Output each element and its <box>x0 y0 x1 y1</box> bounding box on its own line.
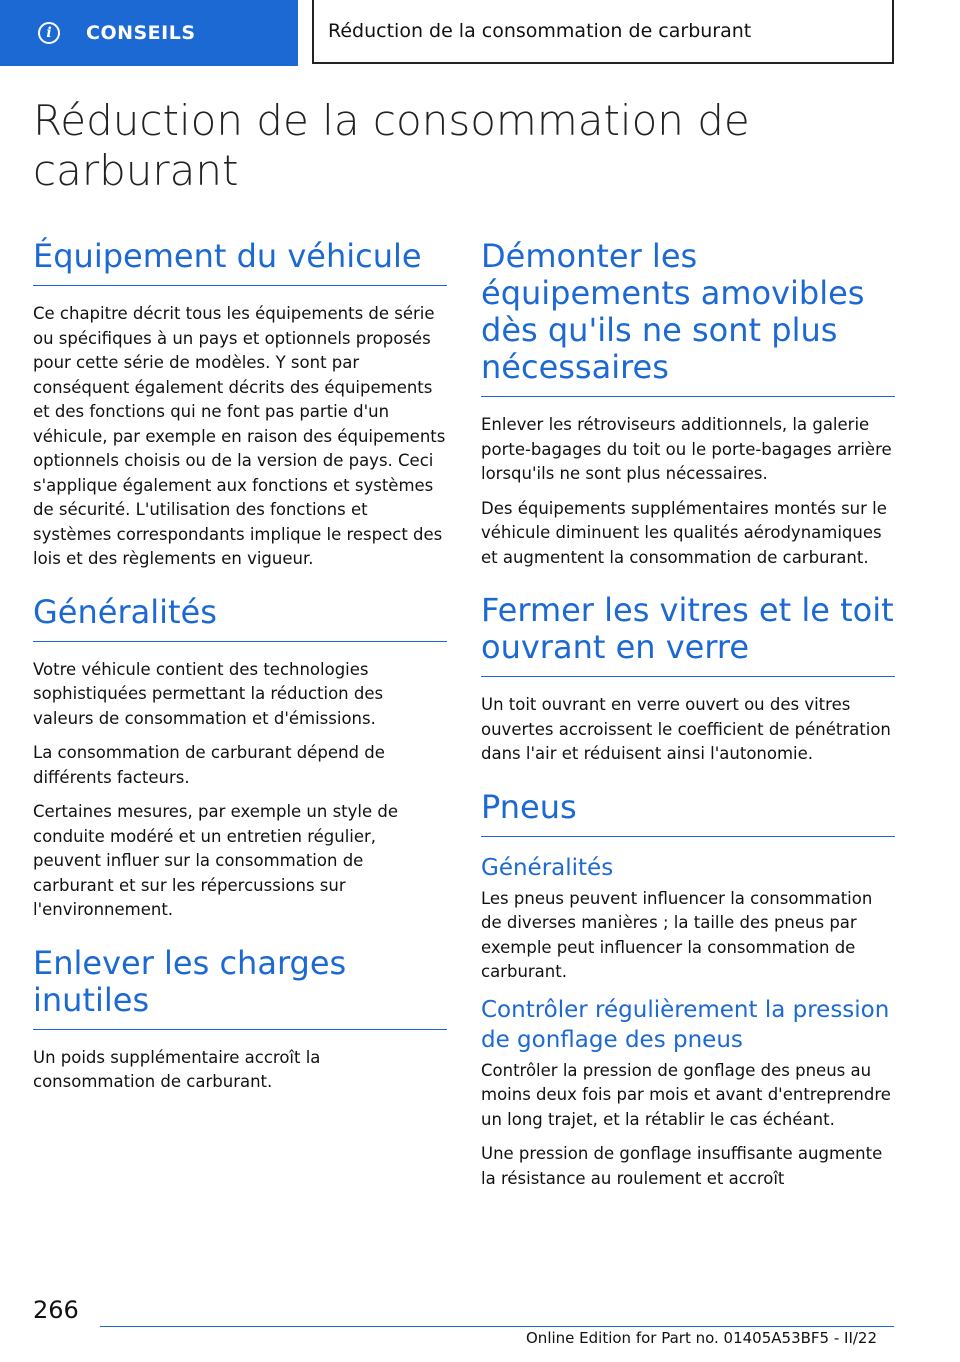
section-tab[interactable] <box>0 0 298 66</box>
info-icon: i <box>38 22 60 44</box>
page-header <box>0 0 960 66</box>
left-column <box>33 238 447 1117</box>
paragraph: Votre véhicule contient des technologies sophistiquées permettant la réduction des valeurs de consommation et d'émissions. <box>33 659 384 728</box>
paragraph: Enlever les rétroviseurs additionnels, la galerie porte-bagages du toit ou le porte-bagages arrière lorsqu'ils ne sont plus nécessaires. <box>481 415 892 483</box>
edition-note: Online Edition for Part no. 01405A53BF5 - II/22 <box>526 1329 878 1347</box>
right-column <box>481 238 895 1213</box>
paragraph: Ce chapitre décrit tous les équipements de série ou spécifiques à un pays et optionnels proposés pour cette série de modèles. Y sont par conséquent également décrits des équipements et des fonctions qui ne font pas partie d'un véhicule, par exemple en raison des équipements optionnels choisis ou de la version de pays. Ceci s'applique également aux fonctions et systèmes de sécurité. L'utilisation des fonctions et systèmes correspondants implique le respect des lois et des règlements en vigueur. <box>33 304 446 568</box>
section-heading: Pneus <box>481 789 895 837</box>
page-number: 266 <box>33 1296 79 1324</box>
footer-divider <box>100 1326 894 1327</box>
section-vehicle-equipment <box>33 238 447 572</box>
section-heading: Généralités <box>33 594 447 642</box>
subsection-heading: Généralités <box>481 854 614 881</box>
paragraph: Une pression de gonflage insuffisante augmente la résistance au roulement et accroît <box>481 1144 883 1188</box>
section-heading: Enlever les charges inutiles <box>33 945 447 1030</box>
section-remove-accessories <box>481 238 895 570</box>
section-tyres <box>481 789 895 1192</box>
paragraph: Un poids supplémentaire accroît la consommation de carburant. <box>33 1047 321 1091</box>
page-title: Réduction de la consommation de carburant <box>33 96 750 195</box>
paragraph: La consommation de carburant dépend de différents facteurs. <box>33 743 385 787</box>
section-general <box>33 594 447 923</box>
breadcrumb: Réduction de la consommation de carburant <box>312 0 894 64</box>
paragraph: Un toit ouvrant en verre ouvert ou des vitres ouvertes accroissent le coefficient de pénétration dans l'air et réduisent ainsi l'autonomie. <box>481 695 891 763</box>
section-remove-loads <box>33 945 447 1095</box>
section-tab-label: CONSEILS <box>86 22 196 44</box>
paragraph: Certaines mesures, par exemple un style de conduite modéré et un entretien régulier, peuvent influer sur la consommation de carburant et sur les répercussions sur l'environnement. <box>33 802 399 919</box>
section-heading: Équipement du véhicule <box>33 238 447 286</box>
subsection-heading: Contrôler régulièrement la pression de gonflage des pneus <box>481 996 890 1053</box>
paragraph: Les pneus peuvent influencer la consommation de diverses manières ; la taille des pneus par exemple peut influencer la consommation de carburant. <box>481 888 873 981</box>
paragraph: Des équipements supplémentaires montés sur le véhicule diminuent les qualités aérodynamiques et augmentent la consommation de carburant. <box>481 498 887 567</box>
section-close-windows <box>481 592 895 767</box>
section-heading: Fermer les vitres et le toit ouvrant en verre <box>481 592 895 677</box>
paragraph: Contrôler la pression de gonflage des pneus au moins deux fois par mois et avant d'entreprendre un long trajet, et la rétablir le cas échéant. <box>481 1060 891 1129</box>
section-heading: Démonter les équipements amovibles dès qu'ils ne sont plus nécessaires <box>481 238 895 397</box>
